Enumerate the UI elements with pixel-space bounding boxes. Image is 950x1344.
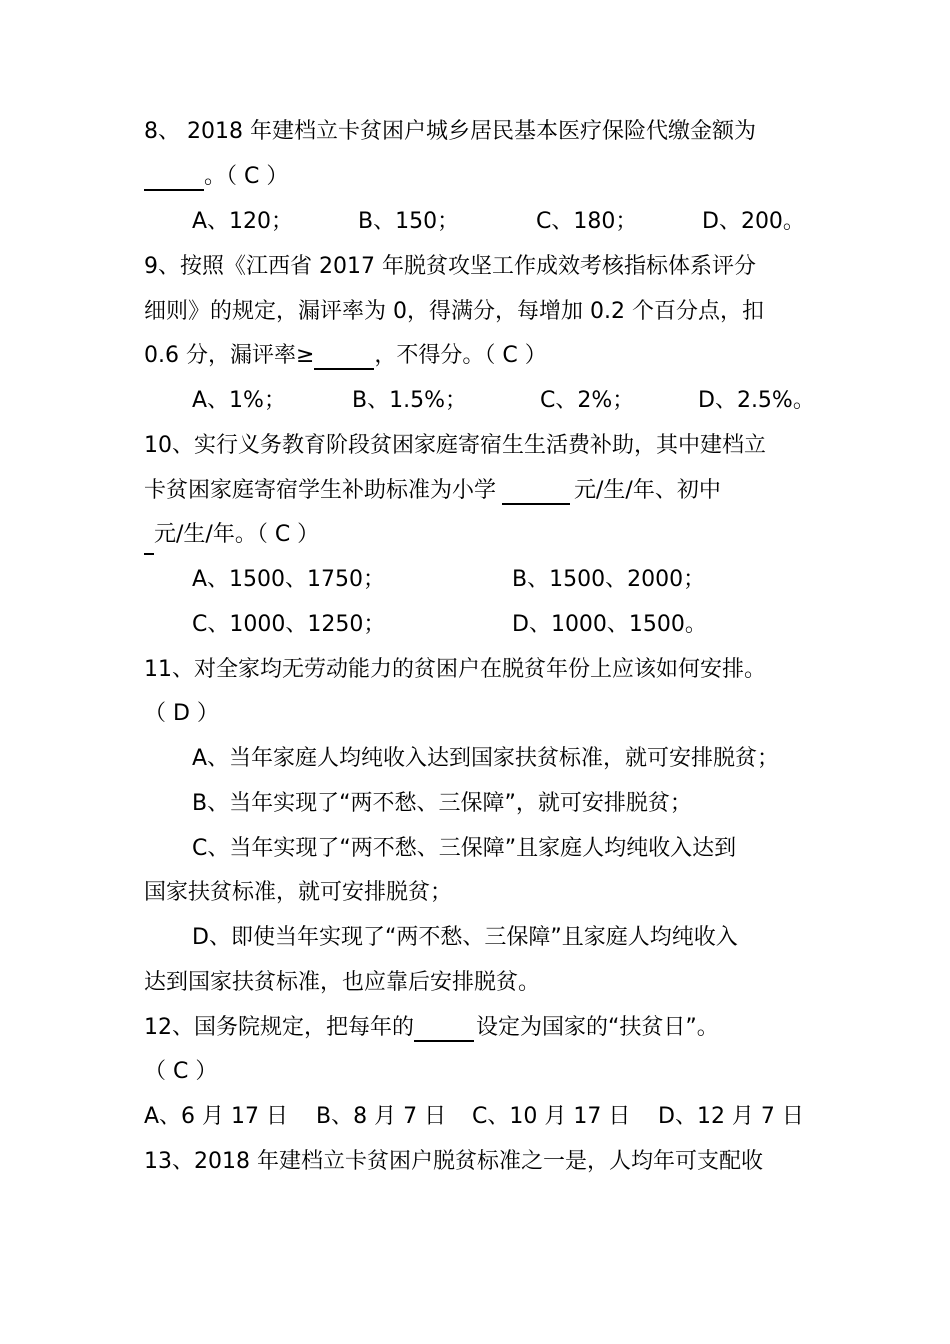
q11-answer: （ D ） — [144, 701, 219, 726]
q10-option-d: D、1000、1500。 — [512, 612, 707, 637]
q9-answer-blank — [314, 342, 374, 370]
q9-option-a: A、1%； — [192, 388, 286, 413]
q10-line-1: 10、实行义务教育阶段贫困家庭寄宿生生活费补助，其中建档立 — [144, 433, 766, 458]
q9-line-2: 细则》的规定，漏评率为 0，得满分，每增加 0.2 个百分点，扣 — [144, 299, 764, 324]
q10-option-b: B、1500、2000； — [512, 567, 706, 592]
q9-line-3 — [144, 340, 547, 372]
q11-option-c-line-1: C、当年实现了“两不愁、三保障”且家庭人均纯收入达到 — [192, 836, 737, 861]
q8-option-b: B、150； — [358, 209, 460, 234]
q9-option-b: B、1.5%； — [352, 388, 467, 413]
q11-option-d-line-2: 达到国家扶贫标准，也应靠后安排脱贫。 — [144, 970, 541, 995]
q12-option-a: A、6 月 17 日 — [144, 1104, 289, 1129]
q10-line-2 — [144, 475, 721, 507]
q9-line-3-text: 0.6 分，漏评率≥ — [144, 343, 315, 368]
q11-option-d-line-1: D、即使当年实现了“两不愁、三保障”且家庭人均纯收入 — [192, 925, 738, 950]
q10-options-row-2 — [0, 609, 950, 641]
q8-option-d: D、200。 — [702, 209, 805, 234]
q10-line-2-text: 卡贫困家庭寄宿学生补助标准为小学 — [144, 478, 497, 503]
q8-option-c: C、180； — [536, 209, 638, 234]
q12-line-1-text: 12、国务院规定，把每年的 — [144, 1015, 414, 1040]
q8-option-a: A、120； — [192, 209, 294, 234]
q11-option-b: B、当年实现了“两不愁、三保障”，就可安排脱贫； — [192, 791, 692, 816]
q10-line-2-tail: 元/生/年、初中 — [574, 478, 721, 503]
q10-option-a: A、1500、1750； — [192, 567, 386, 592]
q10-primary-blank — [502, 477, 570, 505]
q12-option-c: C、10 月 17 日 — [472, 1104, 631, 1129]
q12-line-1 — [144, 1012, 719, 1044]
q12-options — [0, 1101, 950, 1133]
q10-junior-blank — [144, 553, 154, 555]
q9-options — [0, 385, 950, 417]
q9-option-c: C、2%； — [540, 388, 635, 413]
q8-options — [0, 206, 950, 238]
q9-answer: ，不得分。（ C ） — [374, 343, 547, 368]
q11-option-c-line-2: 国家扶贫标准，就可安排脱贫； — [144, 880, 453, 905]
q8-answer-blank — [144, 163, 204, 191]
q8-answer: 。（ C ） — [204, 164, 289, 189]
q12-line-1-tail: 设定为国家的“扶贫日”。 — [476, 1015, 719, 1040]
q9-line-1: 9、按照《江西省 2017 年脱贫攻坚工作成效考核指标体系评分 — [144, 254, 756, 279]
q10-option-c: C、1000、1250； — [192, 612, 386, 637]
q10-line-3: 元/生/年。（ C ） — [154, 522, 320, 547]
q12-answer-blank — [414, 1014, 474, 1042]
q13-line-1: 13、2018 年建档立卡贫困户脱贫标准之一是，人均年可支配收 — [144, 1149, 763, 1174]
q9-option-d: D、2.5%。 — [698, 388, 815, 413]
q8-line-2 — [144, 161, 288, 193]
q11-option-a: A、当年家庭人均纯收入达到国家扶贫标准，就可安排脱贫； — [192, 746, 780, 771]
q10-options-row-1 — [0, 564, 950, 596]
q12-option-d: D、12 月 7 日 — [658, 1104, 804, 1129]
q12-answer: （ C ） — [144, 1059, 218, 1084]
q11-line-1: 11、对全家均无劳动能力的贫困户在脱贫年份上应该如何安排。 — [144, 657, 766, 682]
q12-option-b: B、8 月 7 日 — [316, 1104, 447, 1129]
q8-line-1: 8、 2018 年建档立卡贫困户城乡居民基本医疗保险代缴金额为 — [144, 119, 756, 144]
